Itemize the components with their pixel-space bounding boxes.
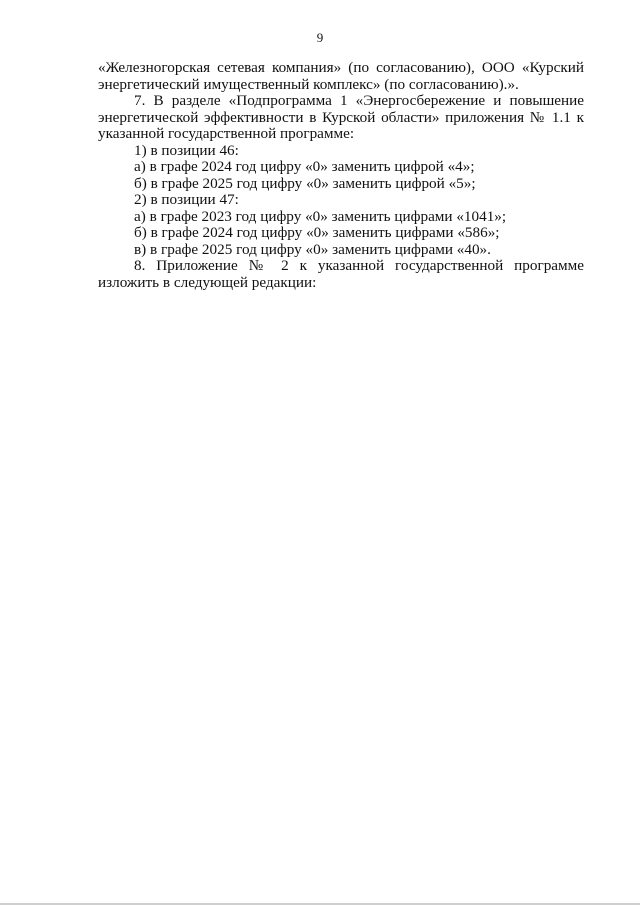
list-item-46b: б) в графе 2025 год цифру «0» заменить цифрой «5»; [134,174,476,192]
list-item-47c: в) в графе 2025 год цифру «0» заменить цифрами «40». [134,240,491,258]
list-item-position-46: 1) в позиции 46: [134,141,239,159]
list-item-46a: а) в графе 2024 год цифру «0» заменить цифрой «4»; [134,158,475,175]
paragraph-intro: «Железногорская сетевая компания» (по согласованию), ООО «Курский энергетический имущественный комплекс» (по согласованию).». [98,59,584,93]
page-number: 9 [316,30,324,45]
list-item-47a: а) в графе 2023 год цифру «0» заменить цифрами «1041»; [134,207,507,225]
document-body [98,60,584,291]
list-item-47b: б) в графе 2024 год цифру «0» заменить цифрами «586»; [134,224,500,241]
paragraph-7: 7. В разделе «Подпрограмма 1 «Энергосбережение и повышение энергетической эффективности в Курской области» приложения № 1.1 к указанной государственной программе: [98,92,584,142]
list-item-position-47: 2) в позиции 47: [134,191,239,208]
paragraph-8: 8. Приложение № 2 к указанной государственной программе изложить в следующей редакции: [98,257,584,291]
